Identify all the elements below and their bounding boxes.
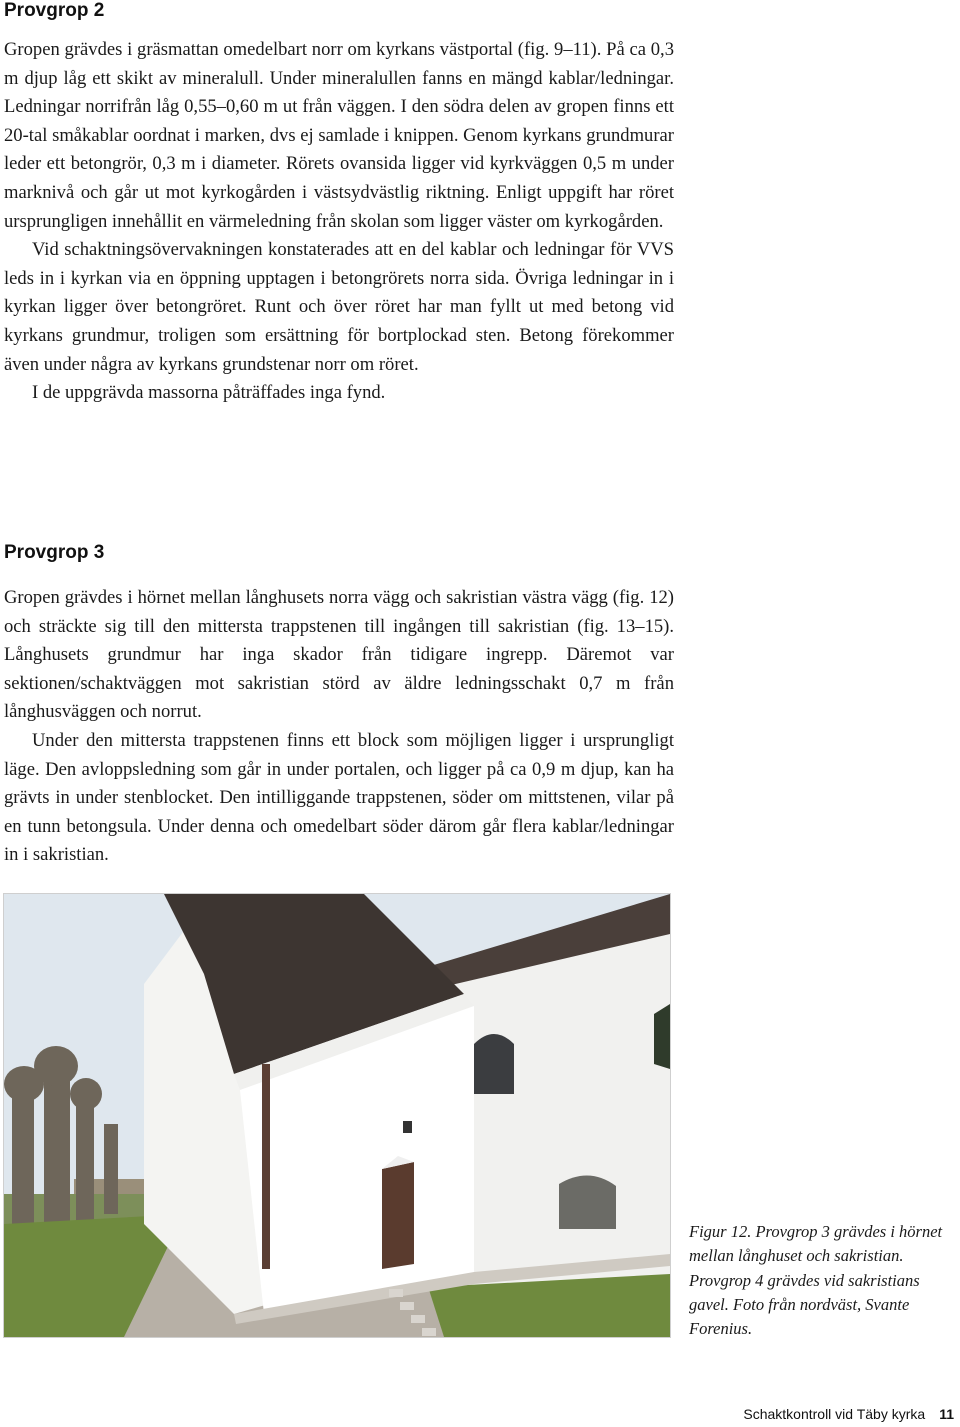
paragraph: Vid schaktningsövervakningen konstaterades att en del kablar och ledningar för VVS leds in i kyrkan via en öppning upptagen i betongrörets norra sida. Övriga ledningar in i kyrkan ligger över betongröret. Runt och över röret har man fyllt ut med betong vid kyrkans grundmur, troligen som ersättning för bortplockad sten. Betong förekommer även under några av kyrkans grundstenar norr om röret. xyxy=(4,239,674,375)
paragraph: Gropen grävdes i gräsmattan omedelbart norr om kyrkans västportal (fig. 9–11). På ca 0,3 m djup låg ett skikt av mineralull. Under mineralullen fanns en mängd kablar/ledningar. Ledningar norrifrån låg 0,55–0,60 m ut från väggen. I den södra delen av gropen finns ett 20-tal småkablar oordnat i marken, dvs ej samlade i knippen. Genom kyrkans grundmurar leder ett betongrör, 0,3 m i diameter. Rörets ovansida ligger vid kyrkväggen 0,5 m under marknivå och går ut mot kyrkogården i västsydvästlig riktning. Enligt uppgift har röret ursprungligen innehållit en värmeledning från skolan som ligger väster om kyrkogården. xyxy=(4,39,674,232)
section-body-provgrop-2 xyxy=(4,36,674,408)
section-body-provgrop-3 xyxy=(4,584,674,870)
section-heading-provgrop-2: Provgrop 2 xyxy=(4,0,105,21)
page-footer xyxy=(743,1406,954,1422)
figure-caption: Figur 12. Provgrop 3 grävdes i hörnet mellan långhuset och sakristian. Provgrop 4 grävdes vid sakristians gavel. Foto från nordväst, Svante Forenius. xyxy=(689,1222,943,1339)
page-number: 11 xyxy=(939,1406,954,1422)
paragraph: Gropen grävdes i hörnet mellan långhusets norra vägg och sakristian västra vägg (fig. 12) och sträckte sig till den mittersta trappstenen till ingången till sakristian (fig. 13–15). Långhusets grundmur har inga skador från tidigare ingrepp. Däremot var sektionen/schaktväggen mot sakristian störd av äldre ledningsschakt 0,7 m från långhusväggen och norrut. xyxy=(4,587,674,723)
church-photo xyxy=(3,893,671,1338)
paragraph: Under den mittersta trappstenen finns ett block som möjligen ligger i ursprungligt läge. Den avloppsledning som går in under portalen, och ligger på ca 0,9 m djup, kan ha grävts in under stenblocket. Den intilliggande trappstenen, söder om mittstenen, vilar på en tunn betongsula. Under denna och omedelbart söder därom går flera kablar/ledningar in i sakristian. xyxy=(4,729,674,866)
section-heading-provgrop-3: Provgrop 3 xyxy=(4,542,105,563)
paragraph: I de uppgrävda massorna påträffades inga fynd. xyxy=(32,382,386,404)
footer-title: Schaktkontroll vid Täby kyrka xyxy=(743,1406,926,1422)
